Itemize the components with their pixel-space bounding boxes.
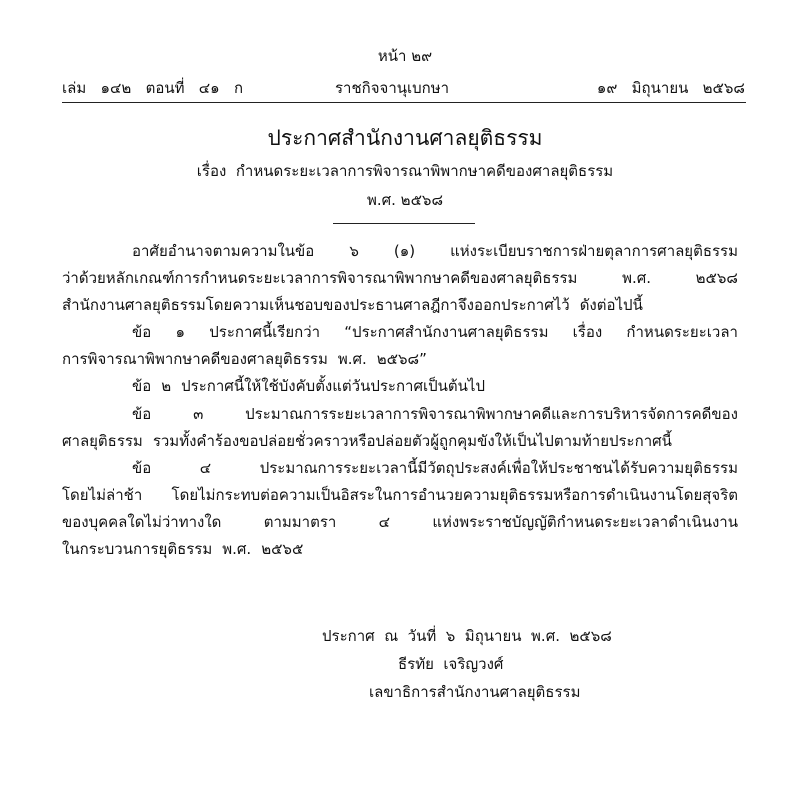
- body-word: “ประกาศสำนักงานศาลยุติธรรม: [344, 323, 549, 342]
- body-line: [62, 292, 738, 319]
- body-word: โดยไม่กระทบต่อความเป็นอิสระในการอำนวยความยุติธรรมหรือการดำเนินงานโดยสุจริต: [171, 485, 738, 504]
- gazette-name: ราชกิจจานุเบกษา: [335, 79, 450, 97]
- body-word: ประมาณการระยะเวลาการพิจารณาพิพากษาคดีและการบริหารจัดการคดีของ: [245, 404, 738, 423]
- body-word: ประกาศนี้ให้ใช้บังคับตั้งแต่วันประกาศเป็นต้นไป: [181, 377, 485, 396]
- body-word: ๒๕๖๕: [261, 540, 304, 559]
- announcement-year: พ.ศ. ๒๕๖๘: [366, 191, 444, 209]
- announcement-body: [62, 238, 738, 563]
- body-word: อาศัยอำนาจตามความในข้อ: [132, 242, 315, 260]
- clause-label: ข้อ: [132, 458, 152, 477]
- body-line: [62, 373, 738, 400]
- body-line: [62, 319, 738, 346]
- body-word: ประมาณการระยะเวลานี้มีวัตถุประสงค์เพื่อให้ประชาชนได้รับความยุติธรรม: [259, 458, 738, 477]
- body-line: [62, 455, 738, 482]
- body-word: แห่งพระราชบัญญัติกำหนดระยะเวลาดำเนินงาน: [432, 512, 738, 531]
- body-line: [62, 428, 738, 455]
- title-underline: [333, 223, 475, 224]
- header-rule: [62, 102, 746, 103]
- body-word: ๒๕๖๘”: [376, 350, 427, 369]
- clause-label: ข้อ: [132, 377, 152, 396]
- body-line: [62, 346, 738, 373]
- body-word: สำนักงานศาลยุติธรรมโดยความเห็นชอบของประธานศาลฎีกาจึงออกประกาศไว้: [62, 296, 570, 315]
- body-word: ว่าด้วยหลักเกณฑ์การกำหนดระยะเวลาการพิจารณาพิพากษาคดีของศาลยุติธรรม: [62, 269, 578, 288]
- body-word: พ.ศ.: [222, 540, 252, 559]
- body-line: [62, 265, 738, 292]
- body-word: การพิจารณาพิพากษาคดีของศาลยุติธรรม: [62, 350, 328, 369]
- body-word: ๒๕๖๘: [695, 269, 738, 288]
- signatory-name: ธีรทัย เจริญวงศ์: [398, 655, 504, 673]
- clause-number: ๑: [175, 323, 186, 342]
- page-number: หน้า ๒๙: [377, 47, 433, 65]
- announcement-date-line: ประกาศ ณ วันที่ ๖ มิถุนายน พ.ศ. ๒๕๖๘: [322, 627, 612, 645]
- clause-label: ข้อ: [132, 323, 152, 342]
- announcement-subject: เรื่อง กำหนดระยะเวลาการพิจารณาพิพากษาคดีของศาลยุติธรรม: [196, 162, 614, 180]
- signatory-position: เลขาธิการสำนักงานศาลยุติธรรม: [369, 683, 581, 701]
- clause-label: ข้อ: [132, 404, 152, 423]
- body-line: [62, 482, 738, 509]
- clause-number: ๓: [193, 404, 204, 423]
- body-word: แห่งระเบียบราชการฝ่ายตุลาการศาลยุติธรรม: [450, 242, 738, 260]
- body-word: ๔: [378, 512, 390, 531]
- body-word: ในกระบวนการยุติธรรม: [62, 540, 213, 559]
- body-line: [62, 536, 738, 563]
- body-word: พ.ศ.: [622, 269, 652, 288]
- announcement-title: ประกาศสำนักงานศาลยุติธรรม: [267, 126, 543, 150]
- body-word: (๑): [393, 242, 416, 260]
- body-word: พ.ศ.: [337, 350, 367, 369]
- body-word: โดยไม่ล่าช้า: [62, 485, 143, 504]
- body-line: [62, 238, 738, 265]
- body-word: ดังต่อไปนี้: [579, 296, 643, 315]
- body-word: ๖: [349, 242, 359, 260]
- clause-number: ๔: [199, 458, 212, 477]
- body-word: ของบุคคลใดไม่ว่าทางใด: [62, 512, 222, 531]
- gazette-volume-issue: เล่ม ๑๔๒ ตอนที่ ๔๑ ก: [62, 79, 244, 97]
- body-line: [62, 401, 738, 428]
- body-word: รวมทั้งคำร้องขอปล่อยชั่วคราวหรือปล่อยตัวผู้ถูกคุมขังให้เป็นไปตามท้ายประกาศนี้: [152, 431, 672, 450]
- body-word: ประกาศนี้เรียกว่า: [209, 323, 321, 342]
- body-word: กำหนดระยะเวลา: [626, 323, 738, 342]
- clause-number: ๒: [161, 377, 172, 396]
- body-line: [62, 509, 738, 536]
- gazette-date: ๑๙ มิถุนายน ๒๕๖๘: [596, 79, 745, 97]
- body-word: ศาลยุติธรรม: [62, 431, 143, 450]
- body-word: ตามมาตรา: [263, 512, 337, 531]
- body-word: เรื่อง: [572, 323, 603, 342]
